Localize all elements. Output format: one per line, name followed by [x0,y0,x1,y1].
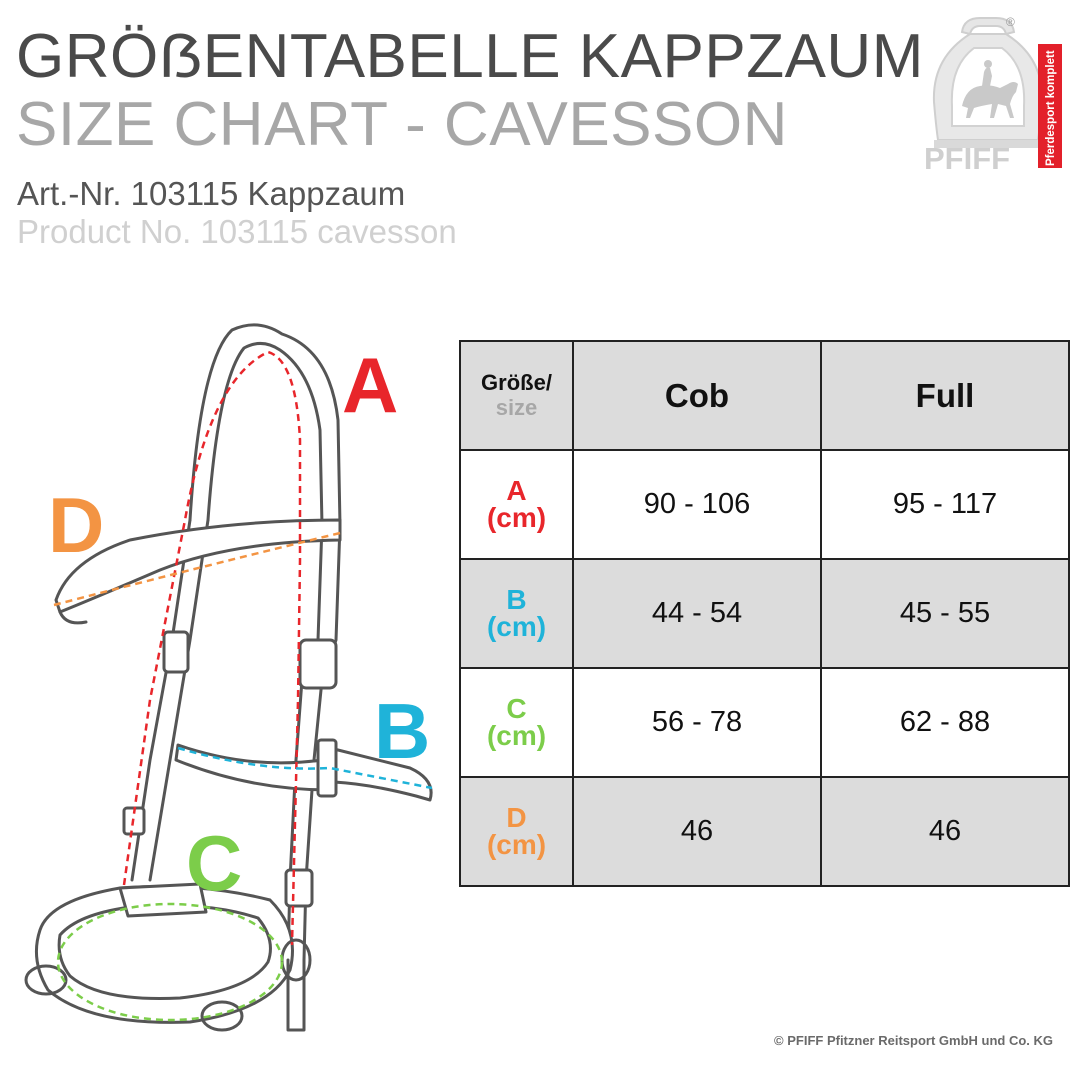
row-label-b [460,559,573,668]
row-label-unit: (cm) [486,828,547,860]
label-a: A [342,341,399,429]
row-label-a [460,450,573,559]
article-number-de: Art.-Nr. 103115 Kappzaum [17,175,406,212]
size-table [459,340,1070,887]
cavesson-bridle-icon [26,325,431,1030]
logo-brand-text: PFIFF [924,141,1011,176]
cell-full: 62 - 88 [821,668,1069,777]
table-row [460,668,1069,777]
label-d: D [48,481,105,569]
header-size [460,341,573,450]
table-header-row [460,341,1069,450]
header-full: Full [821,341,1069,450]
pfiff-logo [920,14,1070,176]
row-label-letter: D [506,801,527,833]
cell-full: 95 - 117 [821,450,1069,559]
table-row [460,450,1069,559]
table-row [460,777,1069,886]
row-label-c [460,668,573,777]
label-c: C [186,819,243,907]
cavesson-diagram [20,310,450,1050]
cell-cob: 44 - 54 [573,559,821,668]
cell-full: 45 - 55 [821,559,1069,668]
page-subtitle: SIZE CHART - CAVESSON [16,90,788,159]
table-row [460,559,1069,668]
row-label-letter: C [506,692,527,724]
cell-cob: 90 - 106 [573,450,821,559]
cell-cob: 56 - 78 [573,668,821,777]
row-label-d [460,777,573,886]
cell-cob: 46 [573,777,821,886]
row-label-letter: B [506,583,527,615]
row-label-unit: (cm) [486,501,547,533]
article-number-en: Product No. 103115 cavesson [17,213,457,250]
header-cob: Cob [573,341,821,450]
registered-mark: ® [1006,15,1015,29]
copyright-notice: © PFIFF Pfitzner Reitsport GmbH und Co. KG [774,1033,1053,1048]
stirrup-rider-icon [934,18,1042,148]
row-label-letter: A [506,474,527,506]
logo-tagline: Pferdesport komplett [1045,50,1057,166]
header-size-de: Größe/ [481,370,552,396]
cell-full: 46 [821,777,1069,886]
row-label-unit: (cm) [486,610,547,642]
header-size-en: size [495,394,538,420]
label-b: B [374,687,431,775]
row-label-unit: (cm) [486,719,547,751]
page-title: GRÖẞENTABELLE KAPPZAUM [16,22,924,91]
